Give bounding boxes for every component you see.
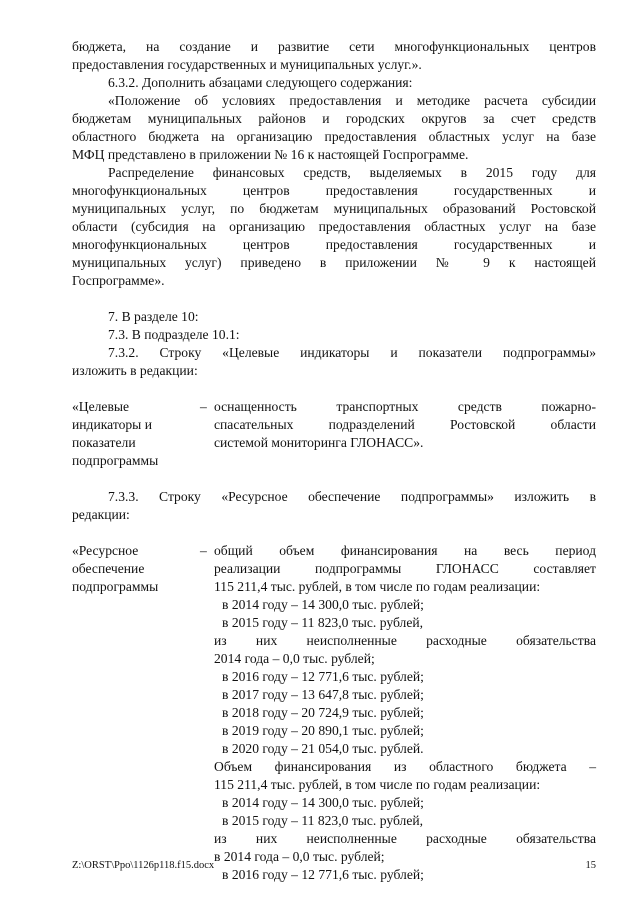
section-item: 7. В разделе 10: [108, 309, 199, 324]
section-item: 7.3.2. Строку «Целевые индикаторы и показатели подпрограммы» [108, 345, 596, 360]
paragraph-line: области (субсидия на организацию предоставления областных услуг на базе [72, 219, 596, 234]
year-line: в 2015 году – 11 823,0 тыс. рублей, [222, 615, 424, 630]
content-line: реализации подпрограммы ГЛОНАСС составляет [214, 561, 596, 576]
label-line: подпрограммы [72, 453, 159, 468]
year-line: в 2015 году – 11 823,0 тыс. рублей, [222, 813, 424, 828]
paragraph-line: Распределение финансовых средств, выделяемых в 2015 году для [108, 165, 596, 180]
paragraph-line: муниципальных услуг) приведено в приложении № 9 к настоящей [72, 255, 596, 270]
section-item: 7.3.3. Строку «Ресурсное обеспечение подпрограммы» изложить в [108, 489, 596, 504]
document-page [72, 38, 596, 884]
quote-block-2 [72, 164, 596, 290]
year-line: в 2020 году – 21 054,0 тыс. рублей. [222, 741, 424, 756]
content-line: системой мониторинга ГЛОНАСС». [214, 435, 424, 450]
content-line: 115 211,4 тыс. рублей, в том числе по годам реализации: [214, 579, 541, 594]
paragraph: бюджета, на создание и развитие сети многофункциональных центров [72, 39, 596, 54]
content-line: 2014 года – 0,0 тыс. рублей; [214, 651, 375, 666]
year-line: в 2014 году – 14 300,0 тыс. рублей; [222, 597, 424, 612]
section-item: изложить в редакции: [72, 363, 198, 378]
section-item: 7.3. В подразделе 10.1: [108, 327, 240, 342]
content-line: Объем финансирования из областного бюджета – [214, 759, 596, 774]
dash: – [200, 543, 207, 558]
page-number: 15 [585, 860, 596, 871]
label-line: «Целевые [72, 399, 130, 414]
label-line: подпрограммы [72, 579, 159, 594]
label-line: обеспечение [72, 561, 145, 576]
paragraph-line: «Положение об условиях предоставления и методике расчета субсидии [108, 93, 596, 108]
row-content [214, 398, 596, 470]
paragraph-line: многофункциональных центров предоставления государственных и [72, 183, 596, 198]
year-line: в 2014 году – 14 300,0 тыс. рублей; [222, 795, 424, 810]
content-line: из них неисполненные расходные обязательства [214, 831, 596, 846]
quote-block-1 [72, 92, 596, 164]
row-label [72, 542, 184, 884]
row-content [214, 542, 596, 884]
label-line: «Ресурсное [72, 543, 139, 558]
paragraph: предоставления государственных и муниципальных услуг.». [72, 57, 422, 72]
paragraph: 6.3.2. Дополнить абзацами следующего содержания: [108, 75, 413, 90]
label-line: показатели [72, 435, 136, 450]
indicators-row [72, 398, 596, 470]
year-line: в 2019 году – 20 890,1 тыс. рублей; [222, 723, 424, 738]
dash: – [200, 399, 207, 414]
content-line: общий объем финансирования на весь период [214, 543, 596, 558]
page-footer [72, 857, 596, 875]
content-line: 115 211,4 тыс. рублей, в том числе по годам реализации: [214, 777, 541, 792]
year-line: в 2016 году – 12 771,6 тыс. рублей; [222, 867, 424, 882]
paragraph-line: Госпрограмме». [72, 273, 165, 288]
paragraph-line: областного бюджета на организацию предоставления областных услуг на базе [72, 129, 596, 144]
content-line: из них неисполненные расходные обязательства [214, 633, 596, 648]
paragraph-line: многофункциональных центров предоставления государственных и [72, 237, 596, 252]
resources-row [72, 542, 596, 884]
content-line: спасательных подразделений Ростовской области [214, 417, 596, 432]
label-line: индикаторы и [72, 417, 152, 432]
file-path: Z:\ORST\Ppo\1126p118.f15.docx [72, 860, 215, 871]
content-line: в 2014 года – 0,0 тыс. рублей; [214, 849, 385, 864]
section-item: редакции: [72, 507, 130, 522]
paragraph-line: бюджетам муниципальных районов и городских округов за счет средств [72, 111, 596, 126]
paragraph-line: МФЦ представлено в приложении № 16 к настоящей Госпрограмме. [72, 147, 469, 162]
paragraph-line: муниципальных услуг, по бюджетам муниципальных образований Ростовской [72, 201, 596, 216]
year-line: в 2017 году – 13 647,8 тыс. рублей; [222, 687, 424, 702]
year-line: в 2016 году – 12 771,6 тыс. рублей; [222, 669, 424, 684]
content-line: оснащенность транспортных средств пожарно- [214, 399, 596, 414]
year-line: в 2018 году – 20 724,9 тыс. рублей; [222, 705, 424, 720]
row-label [72, 398, 184, 470]
